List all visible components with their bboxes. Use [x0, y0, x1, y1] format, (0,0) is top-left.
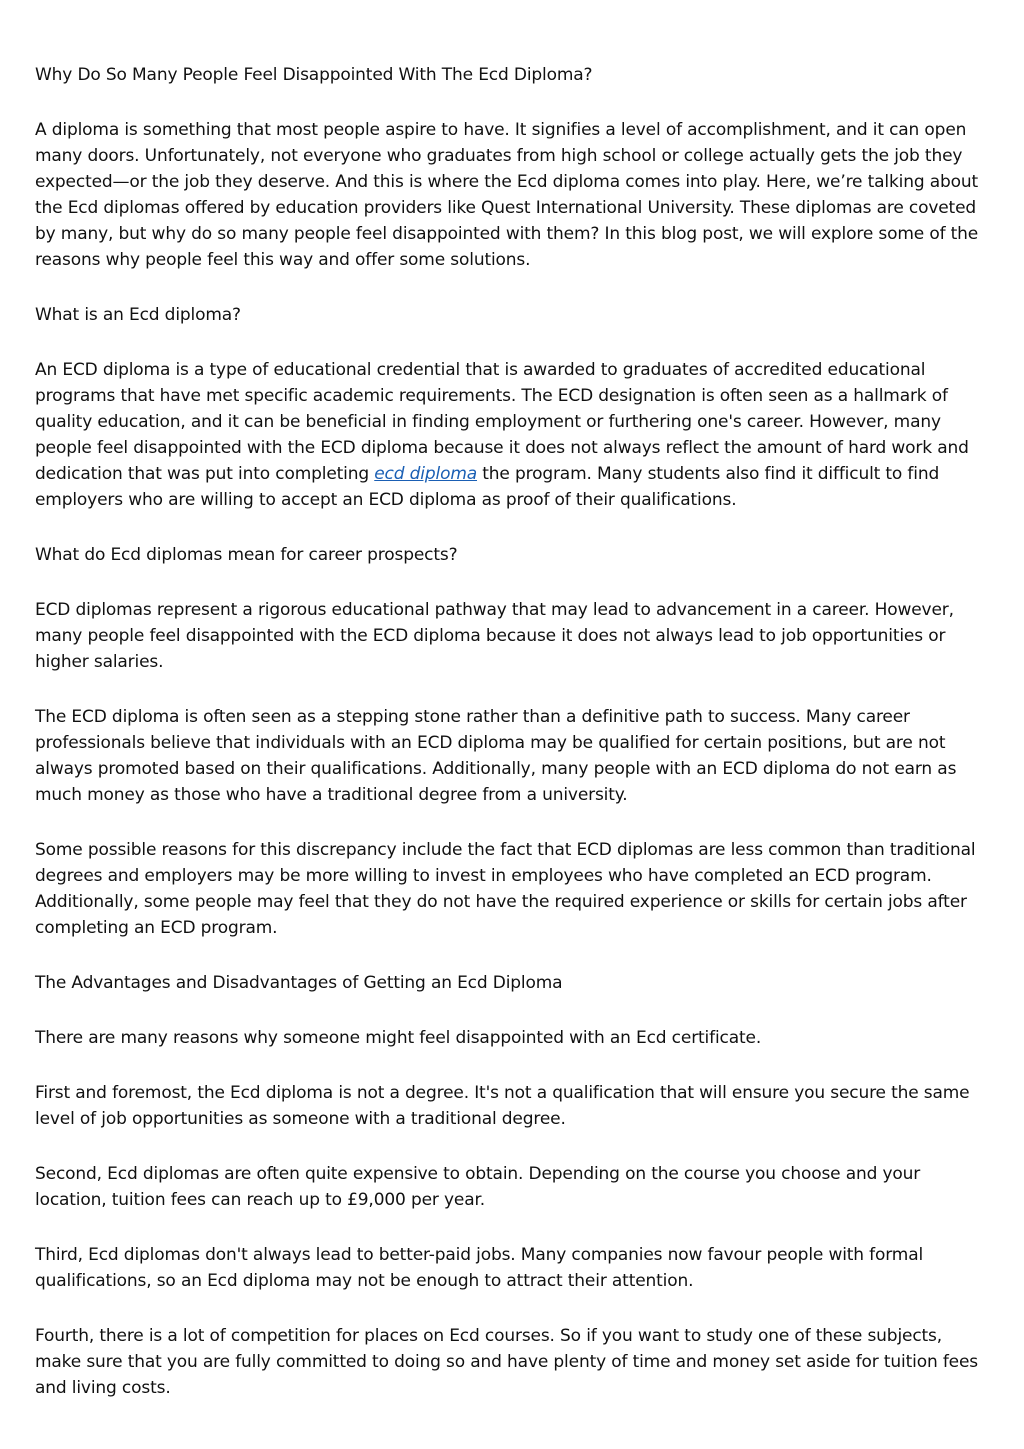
- section-heading-advantages: The Advantages and Disadvantages of Getting an Ecd Diploma: [35, 973, 563, 993]
- advantages-paragraph-4: Third, Ecd diplomas don't always lead to better-paid jobs. Many companies now favour people with formal qualifications, so an Ecd diploma may not be enough to attract their attention.: [35, 1245, 924, 1291]
- intro-paragraph: A diploma is something that most people aspire to have. It signifies a level of accomplishment, and it can open many doors. Unfortunately, not everyone who graduates from high school or college actually gets the job they expected—or the job they deserve. And this is where the Ecd diploma comes into play. Here, we’re talking about the Ecd diplomas offered by education providers like Quest International University. These diplomas are coveted by many, but why do so many people feel disappointed with them? In this blog post, we will explore some of the reasons why people feel this way and offer some solutions.: [35, 120, 979, 270]
- paragraph-text-before-link: An ECD diploma is a type of educational credential that is awarded to graduates of accredited educational programs that have met specific academic requirements. The ECD designation is often seen as a hallmark of quality education, and it can be beneficial in finding employment or furthering one's career. However, many people feel disappointed with the ECD diploma because it does not always reflect the amount of hard work and dedication that was put into completing: [35, 360, 969, 484]
- section-what-is-paragraph: [35, 357, 990, 513]
- section-heading-career-prospects: What do Ecd diplomas mean for career prospects?: [35, 545, 458, 565]
- advantages-paragraph-3: Second, Ecd diplomas are often quite expensive to obtain. Depending on the course you choose and your location, tuition fees can reach up to £9,000 per year.: [35, 1164, 921, 1210]
- career-paragraph-1: ECD diplomas represent a rigorous educational pathway that may lead to advancement in a career. However, many people feel disappointed with the ECD diploma because it does not always lead to job opportunities or higher salaries.: [35, 600, 954, 672]
- document-page: [35, 62, 990, 1430]
- section-heading-what-is: What is an Ecd diploma?: [35, 305, 241, 325]
- page-title: Why Do So Many People Feel Disappointed With The Ecd Diploma?: [35, 65, 593, 85]
- advantages-paragraph-5: Fourth, there is a lot of competition for places on Ecd courses. So if you want to study one of these subjects, make sure that you are fully committed to doing so and have plenty of time and money set aside for tuition fees and living costs.: [35, 1326, 978, 1398]
- paragraph-text-after-link: the program. Many students also find it difficult to find employers who are willing to accept an ECD diploma as proof of their qualifications.: [35, 464, 940, 510]
- career-paragraph-2: The ECD diploma is often seen as a stepping stone rather than a definitive path to success. Many career professionals believe that individuals with an ECD diploma may be qualified for certain positions, but are not always promoted based on their qualifications. Additionally, many people with an ECD diploma do not earn as much money as those who have a traditional degree from a university.: [35, 707, 957, 805]
- ecd-diploma-link[interactable]: ecd diploma: [374, 464, 478, 484]
- career-paragraph-3: Some possible reasons for this discrepancy include the fact that ECD diplomas are less common than traditional degrees and employers may be more willing to invest in employees who have completed an ECD program. Additionally, some people may feel that they do not have the required experience or skills for certain jobs after completing an ECD program.: [35, 840, 976, 938]
- advantages-paragraph-1: There are many reasons why someone might feel disappointed with an Ecd certificate.: [35, 1028, 762, 1048]
- advantages-paragraph-2: First and foremost, the Ecd diploma is not a degree. It's not a qualification that will ensure you secure the same level of job opportunities as someone with a traditional degree.: [35, 1083, 970, 1129]
